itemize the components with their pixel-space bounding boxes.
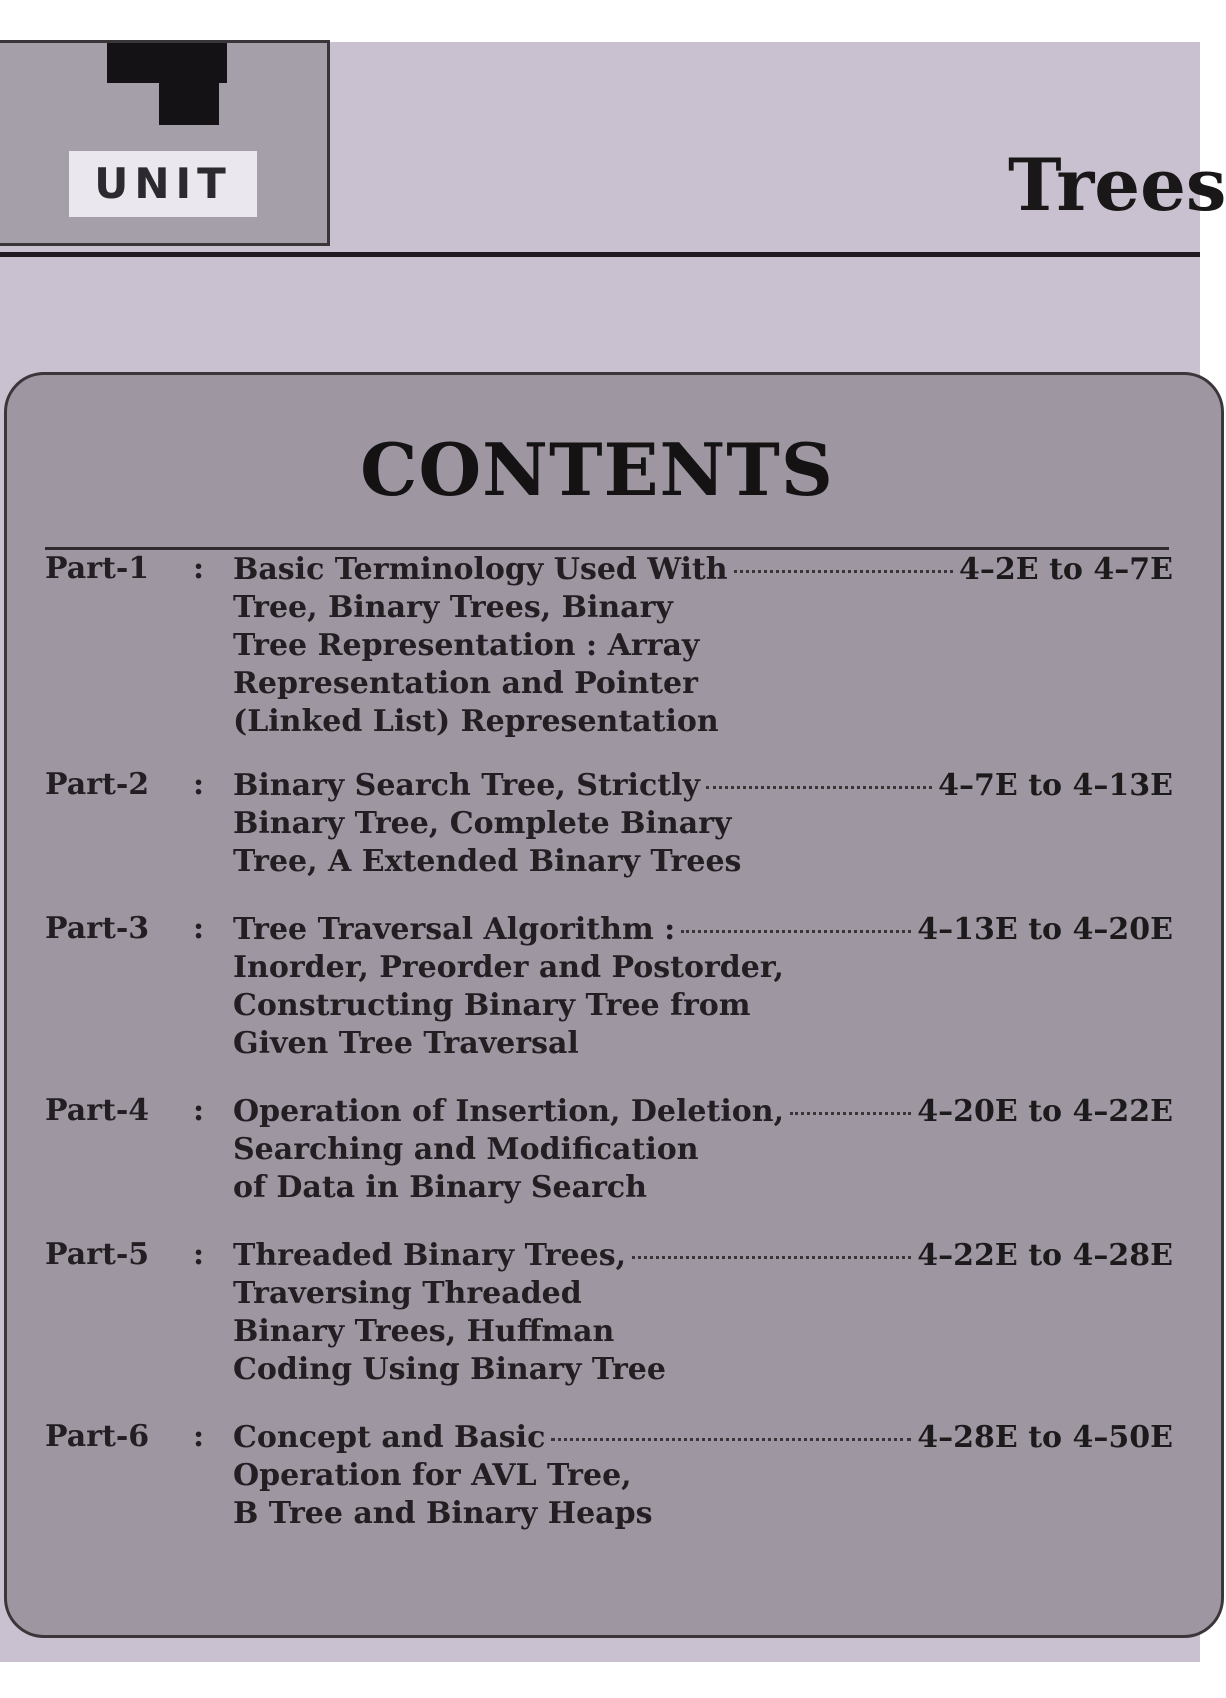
entry-text-line: Coding Using Binary Tree <box>233 1352 666 1387</box>
entry-text-line: Constructing Binary Tree from <box>233 988 751 1023</box>
header-divider <box>0 252 1200 257</box>
book-page <box>0 42 1226 1662</box>
entry-text-line: Concept and Basic <box>233 1420 546 1455</box>
page-range: 4–13E to 4–20E <box>917 912 1173 947</box>
part-label: Part-5 <box>45 1237 150 1272</box>
entry-text-line: of Data in Binary Search <box>233 1170 647 1205</box>
part-label: Part-1 <box>45 551 150 586</box>
page-range: 4–28E to 4–50E <box>917 1420 1173 1455</box>
entry-leader-row <box>233 551 1173 589</box>
entry-text-line: B Tree and Binary Heaps <box>233 1496 653 1531</box>
leader-dots <box>706 786 932 789</box>
entry-text-line: Binary Search Tree, Strictly <box>233 768 700 803</box>
page-range: 4–2E to 4–7E <box>959 552 1173 587</box>
entry-text-line: Operation of Insertion, Deletion, <box>233 1094 785 1129</box>
chapter-title: Trees <box>1008 142 1226 227</box>
unit-label-box <box>69 151 257 217</box>
entry-continuation <box>233 1131 933 1207</box>
entry-continuation <box>233 589 933 741</box>
entry-leader-row <box>233 1419 1173 1457</box>
part-separator: : <box>193 1093 205 1128</box>
part-separator: : <box>193 1419 205 1454</box>
leader-dots <box>681 930 911 933</box>
entry-continuation <box>233 1275 933 1389</box>
part-label: Part-2 <box>45 767 150 802</box>
entry-text-line: Given Tree Traversal <box>233 1026 579 1061</box>
contents-panel <box>4 372 1224 1638</box>
leader-dots <box>734 570 953 573</box>
entry-text-line: Basic Terminology Used With <box>233 552 728 587</box>
page-range: 4–20E to 4–22E <box>917 1094 1173 1129</box>
unit-label: UNIT <box>94 159 232 208</box>
leader-dots <box>790 1112 911 1115</box>
entry-text-line: Representation and Pointer <box>233 666 698 701</box>
entry-text-line: (Linked List) Representation <box>233 704 719 739</box>
entry-text-line: Tree, A Extended Binary Trees <box>233 844 742 879</box>
part-separator: : <box>193 767 205 802</box>
entry-text-line: Tree, Binary Trees, Binary <box>233 590 673 625</box>
unit-badge <box>0 40 330 246</box>
entry-continuation <box>233 805 933 881</box>
page-range: 4–7E to 4–13E <box>938 768 1173 803</box>
entry-text-line: Traversing Threaded <box>233 1276 582 1311</box>
contents-entries <box>7 375 1187 1641</box>
contents-heading: CONTENTS <box>360 427 834 512</box>
entry-leader-row <box>233 1093 1173 1131</box>
entry-text-line: Operation for AVL Tree, <box>233 1458 632 1493</box>
entry-leader-row <box>233 767 1173 805</box>
part-separator: : <box>193 1237 205 1272</box>
leader-dots <box>632 1256 911 1259</box>
entry-continuation <box>233 1457 933 1533</box>
entry-text-line: Binary Trees, Huffman <box>233 1314 615 1349</box>
leader-dots <box>551 1438 911 1441</box>
entry-text-line: Tree Traversal Algorithm : <box>233 912 676 947</box>
entry-continuation <box>233 949 933 1063</box>
part-separator: : <box>193 911 205 946</box>
part-label: Part-6 <box>45 1419 150 1454</box>
entry-text-line: Tree Representation : Array <box>233 628 700 663</box>
entry-leader-row <box>233 1237 1173 1275</box>
entry-leader-row <box>233 911 1173 949</box>
unit-number-graphic-stem <box>159 73 219 125</box>
part-label: Part-4 <box>45 1093 150 1128</box>
part-separator: : <box>193 551 205 586</box>
entry-text-line: Threaded Binary Trees, <box>233 1238 627 1273</box>
page-range: 4–22E to 4–28E <box>917 1238 1173 1273</box>
entry-text-line: Inorder, Preorder and Postorder, <box>233 950 784 985</box>
entry-text-line: Searching and Modification <box>233 1132 699 1167</box>
entry-text-line: Binary Tree, Complete Binary <box>233 806 732 841</box>
part-label: Part-3 <box>45 911 150 946</box>
